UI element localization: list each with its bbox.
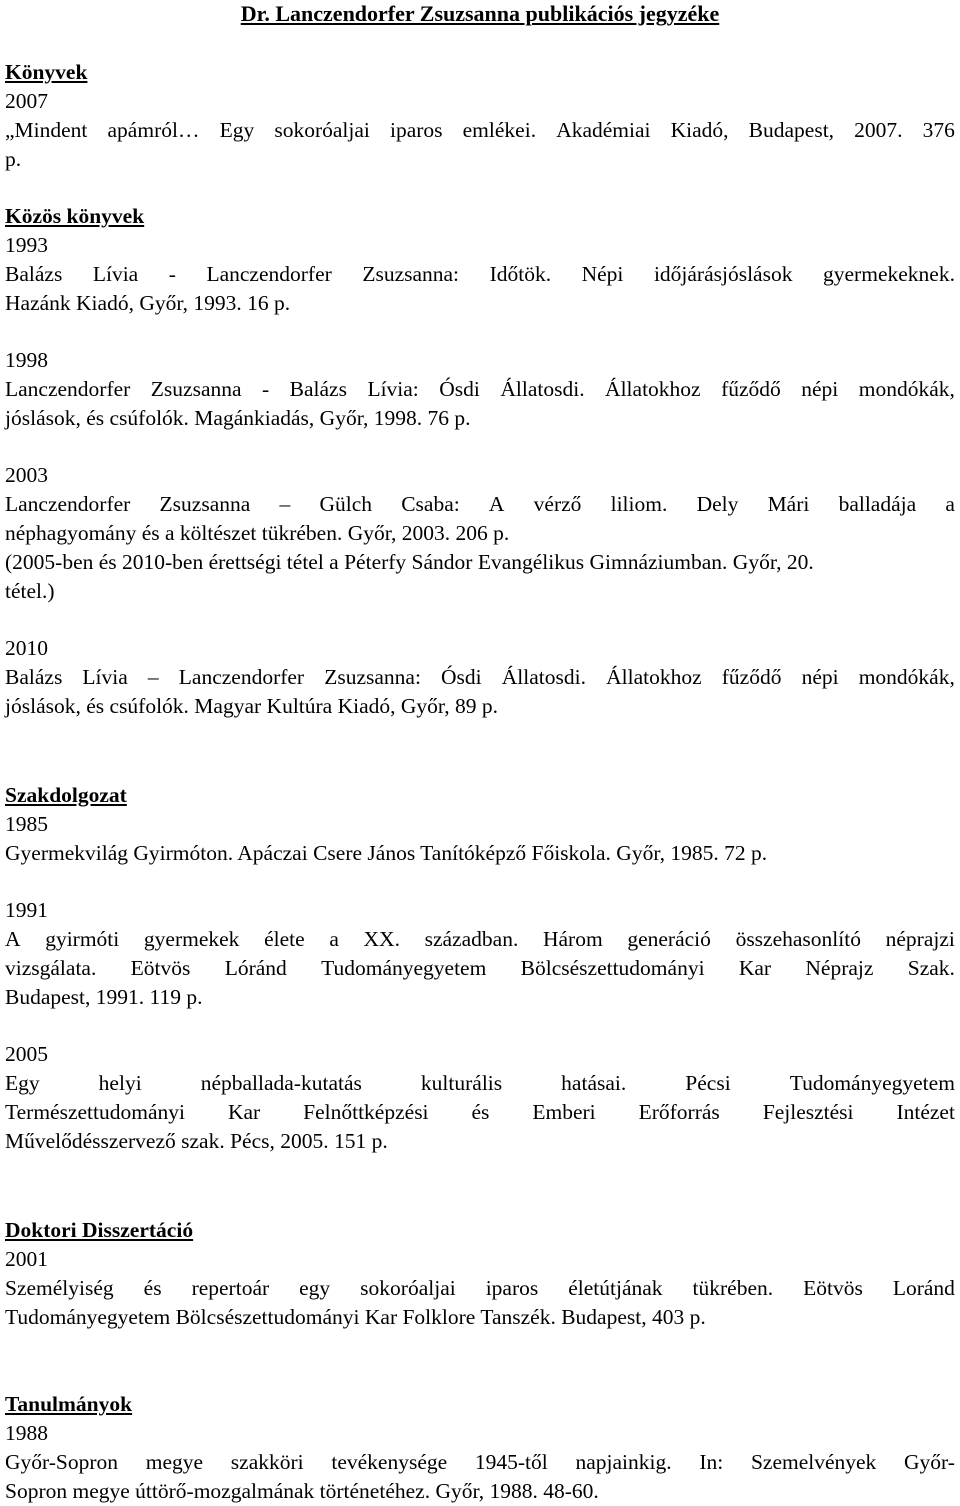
word: tevékenysége bbox=[331, 1450, 448, 1474]
word: Zsuzsanna bbox=[150, 377, 242, 401]
entry-year: 1991 bbox=[5, 898, 48, 922]
entry-line: (2005-ben és 2010-ben érettségi tétel a Péterfy Sándor Evangélikus Gimnáziumban. Győr, 20. bbox=[5, 550, 814, 574]
entry-line bbox=[5, 116, 955, 145]
word: Balázs bbox=[5, 665, 63, 689]
word: Kar bbox=[227, 1100, 261, 1124]
word: sokoróaljai bbox=[360, 1276, 456, 1300]
word: szakköri bbox=[230, 1450, 304, 1474]
word: helyi bbox=[98, 1071, 142, 1095]
word: Erőforrás bbox=[638, 1100, 720, 1124]
word: napjainkig. bbox=[575, 1450, 672, 1474]
entry-line bbox=[5, 1448, 955, 1477]
word: a bbox=[329, 927, 339, 951]
word: gyermekek bbox=[143, 927, 240, 951]
word: XX. bbox=[363, 927, 400, 951]
word: fűződő bbox=[721, 377, 781, 401]
entry-line: tétel.) bbox=[5, 579, 55, 603]
word: időjárásjóslások bbox=[653, 262, 793, 286]
entry-line bbox=[5, 1098, 955, 1127]
word: Budapest, bbox=[748, 118, 835, 142]
word: 1945-től bbox=[474, 1450, 548, 1474]
word: Népi bbox=[581, 262, 624, 286]
word: balladája bbox=[838, 492, 917, 516]
word: 376 bbox=[922, 118, 955, 142]
word: „Mindent bbox=[5, 118, 88, 142]
word: Eötvös bbox=[130, 956, 191, 980]
entry-year: 2010 bbox=[5, 636, 48, 660]
word: a bbox=[945, 492, 955, 516]
word: Lanczendorfer bbox=[5, 377, 131, 401]
word: mondókák, bbox=[858, 665, 955, 689]
entry-line: Tudományegyetem Bölcsészettudományi Kar Folklore Tanszék. Budapest, 403 p. bbox=[5, 1305, 706, 1329]
word: Dely bbox=[696, 492, 739, 516]
entry-year: 2005 bbox=[5, 1042, 48, 1066]
word: Ósdi bbox=[441, 665, 482, 689]
entry-line bbox=[5, 1274, 955, 1303]
section-heading-doktori-disszertacio: Doktori Disszertáció bbox=[5, 1218, 194, 1242]
word: néprajzi bbox=[885, 927, 955, 951]
word: népi bbox=[801, 377, 839, 401]
word: gyermekeknek. bbox=[823, 262, 955, 286]
word: Kiadó, bbox=[670, 118, 729, 142]
word: élete bbox=[264, 927, 305, 951]
word: Állatosdi. bbox=[501, 665, 586, 689]
word: liliom. bbox=[610, 492, 668, 516]
entry-line bbox=[5, 1069, 955, 1098]
word: Balázs bbox=[289, 377, 347, 401]
word: Zsuzsanna bbox=[159, 492, 251, 516]
word: Győr-Sopron bbox=[5, 1450, 119, 1474]
word: Balázs bbox=[5, 262, 63, 286]
word: Kar bbox=[738, 956, 772, 980]
entry-line: Hazánk Kiadó, Győr, 1993. 16 p. bbox=[5, 291, 291, 315]
word: Bölcsészettudományi bbox=[520, 956, 705, 980]
entry-year: 1985 bbox=[5, 812, 48, 836]
word: Zsuzsanna: bbox=[324, 665, 421, 689]
word: iparos bbox=[485, 1276, 539, 1300]
word: Lanczendorfer bbox=[5, 492, 131, 516]
word: és bbox=[471, 1100, 490, 1124]
word: emlékei. bbox=[462, 118, 537, 142]
word: Intézet bbox=[896, 1100, 955, 1124]
word: A bbox=[488, 492, 505, 516]
word: Gülch bbox=[319, 492, 372, 516]
entry-line bbox=[5, 663, 955, 692]
section-heading-kozos-konyvek: Közös könyvek bbox=[5, 204, 145, 228]
entry-year: 2003 bbox=[5, 463, 48, 487]
word: Akadémiai bbox=[556, 118, 651, 142]
word: Tudományegyetem bbox=[321, 956, 487, 980]
word: Lívia bbox=[92, 262, 139, 286]
entry-line: jóslások, és csúfolók. Magánkiadás, Győr, 1998. 76 p. bbox=[5, 406, 471, 430]
entry-line bbox=[5, 925, 955, 954]
entry-line: Gyermekvilág Gyirmóton. Apáczai Csere János Tanítóképző Főiskola. Győr, 1985. 72 p. bbox=[5, 841, 768, 865]
entry-year: 1993 bbox=[5, 233, 48, 257]
word: Természettudományi bbox=[5, 1100, 185, 1124]
entry-line: Művelődésszervező szak. Pécs, 2005. 151 p. bbox=[5, 1129, 388, 1153]
word: népi bbox=[801, 665, 839, 689]
entry-line bbox=[5, 260, 955, 289]
word: Mári bbox=[767, 492, 810, 516]
word: Felnőttképzési bbox=[303, 1100, 429, 1124]
entry-line: Sopron megye úttörő-mozgalmának történetéhez. Győr, 1988. 48-60. bbox=[5, 1479, 599, 1503]
word: Zsuzsanna: bbox=[362, 262, 460, 286]
word: tükrében. bbox=[692, 1276, 774, 1300]
entry-year: 2001 bbox=[5, 1247, 48, 1271]
word: - bbox=[168, 262, 176, 286]
word: összehasonlító bbox=[735, 927, 861, 951]
word: Állatokhoz bbox=[606, 665, 702, 689]
word: mondókák, bbox=[858, 377, 955, 401]
word: Loránd bbox=[892, 1276, 955, 1300]
word: népballada-kutatás bbox=[200, 1071, 362, 1095]
entry-year: 1998 bbox=[5, 348, 48, 372]
word: kulturális bbox=[420, 1071, 503, 1095]
word: Állatosdi. bbox=[500, 377, 585, 401]
word: században. bbox=[424, 927, 519, 951]
word: életútjának bbox=[568, 1276, 663, 1300]
word: egy bbox=[299, 1276, 331, 1300]
word: Egy bbox=[219, 118, 255, 142]
word: Szemelvények bbox=[750, 1450, 877, 1474]
word: – bbox=[279, 492, 291, 516]
word: Személyiség bbox=[5, 1276, 114, 1300]
word: Fejlesztési bbox=[762, 1100, 854, 1124]
page-title: Dr. Lanczendorfer Zsuzsanna publikációs jegyzéke bbox=[240, 1, 720, 26]
word: Lívia: bbox=[367, 377, 419, 401]
word: Győr- bbox=[904, 1450, 955, 1474]
word: fűződő bbox=[721, 665, 782, 689]
word: Tudományegyetem bbox=[789, 1071, 955, 1095]
word: 2007. bbox=[854, 118, 903, 142]
word: Lóránd bbox=[224, 956, 287, 980]
word: Ósdi bbox=[439, 377, 480, 401]
word: iparos bbox=[389, 118, 443, 142]
word: Három bbox=[542, 927, 603, 951]
word: generáció bbox=[627, 927, 711, 951]
word: Egy bbox=[5, 1071, 40, 1095]
word: – bbox=[147, 665, 159, 689]
word: gyirmóti bbox=[45, 927, 120, 951]
section-heading-tanulmanyok: Tanulmányok bbox=[5, 1392, 133, 1416]
entry-year: 2007 bbox=[5, 89, 48, 113]
word: és bbox=[143, 1276, 162, 1300]
word: apámról… bbox=[107, 118, 200, 142]
word: Lívia bbox=[82, 665, 128, 689]
word: Lanczendorfer bbox=[178, 665, 305, 689]
word: vizsgálata. bbox=[5, 956, 97, 980]
word: - bbox=[262, 377, 270, 401]
word: A bbox=[5, 927, 21, 951]
section-heading-konyvek: Könyvek bbox=[5, 60, 88, 84]
section-heading-szakdolgozat: Szakdolgozat bbox=[5, 783, 127, 807]
word: Eötvös bbox=[803, 1276, 863, 1300]
word: Pécsi bbox=[685, 1071, 731, 1095]
entry-line: Budapest, 1991. 119 p. bbox=[5, 985, 203, 1009]
entry-line: néphagyomány és a költészet tükrében. Győr, 2003. 206 p. bbox=[5, 521, 510, 545]
word: vérző bbox=[533, 492, 582, 516]
word: megye bbox=[145, 1450, 204, 1474]
word: Állatokhoz bbox=[605, 377, 701, 401]
word: Emberi bbox=[532, 1100, 596, 1124]
entry-line bbox=[5, 375, 955, 404]
entry-year: 1988 bbox=[5, 1421, 48, 1445]
word: Időtök. bbox=[489, 262, 552, 286]
word: Csaba: bbox=[401, 492, 460, 516]
word: Szak. bbox=[907, 956, 955, 980]
entry-line bbox=[5, 490, 955, 519]
word: Néprajz bbox=[805, 956, 874, 980]
entry-line: jóslások, és csúfolók. Magyar Kultúra Kiadó, Győr, 89 p. bbox=[5, 694, 498, 718]
word: Lanczendorfer bbox=[206, 262, 332, 286]
word: In: bbox=[699, 1450, 724, 1474]
entry-line: p. bbox=[5, 147, 22, 171]
entry-line bbox=[5, 954, 955, 983]
word: hatásai. bbox=[561, 1071, 627, 1095]
word: repertoár bbox=[191, 1276, 270, 1300]
word: sokoróaljai bbox=[274, 118, 370, 142]
